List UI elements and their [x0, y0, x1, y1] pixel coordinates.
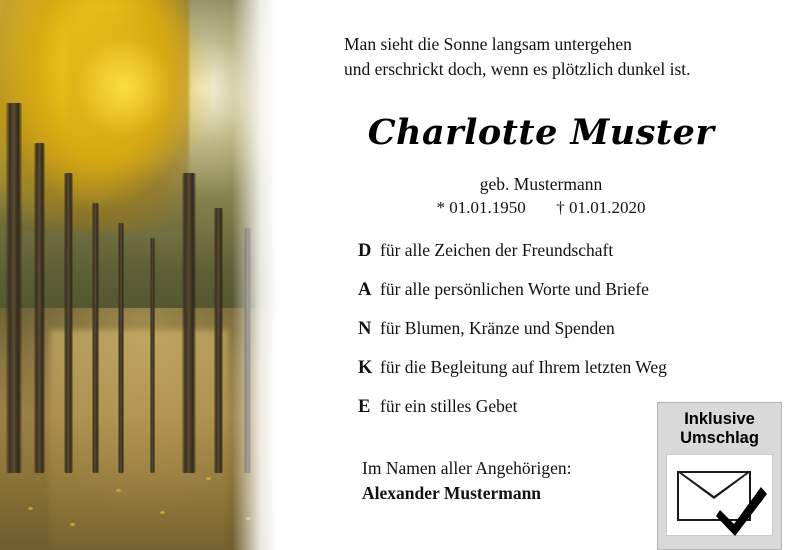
photo-yellow-canopy-highlight [67, 11, 212, 176]
photo-tree-trunk [214, 208, 223, 473]
acrostic-letter: N [358, 319, 372, 339]
autumn-forest-path-photo [0, 0, 278, 550]
acrostic-row [358, 240, 758, 262]
badge-title-line-2: Umschlag [680, 428, 759, 447]
deceased-maiden-name: geb. Mustermann [479, 174, 603, 194]
inclusive-envelope-badge [657, 402, 782, 550]
photo-leaf [206, 477, 211, 480]
acrostic-row [358, 357, 758, 379]
photo-leaf [28, 507, 33, 510]
badge-title [658, 403, 781, 454]
photo-path [50, 330, 228, 550]
acrostic-row [358, 279, 758, 301]
acrostic-letter: K [358, 358, 373, 378]
photo-tree-trunk [6, 103, 22, 473]
acrostic-text: für alle persönlichen Worte und Briefe [380, 279, 649, 299]
badge-title-line-1: Inklusive [684, 410, 755, 428]
photo-tree-trunk [150, 238, 155, 473]
acrostic-row [358, 318, 758, 340]
checkmark-icon [714, 483, 770, 539]
photo-tree-trunk [64, 173, 73, 473]
signatory-name: Alexander Mustermann [362, 482, 542, 503]
closing-line: Im Namen aller Angehörigen: [362, 458, 572, 478]
photo-tree-trunk [118, 223, 124, 473]
photo-tree-trunk [34, 143, 45, 473]
poem-block [344, 32, 691, 82]
closing-block [362, 456, 571, 505]
photo-leaf [70, 523, 75, 526]
photo-fade-edge [232, 0, 278, 550]
acrostic-letter: D [358, 241, 372, 261]
poem-line-2: und erschrickt doch, wenn es plötzlich dunkel ist. [344, 58, 691, 79]
photo-tree-trunk [92, 203, 99, 473]
acrostic-letter: E [358, 397, 371, 417]
card-text-column [296, 0, 786, 550]
badge-artwork [666, 454, 773, 536]
deceased-name: Charlotte Muster [367, 112, 715, 153]
death-date: † 01.01.2020 [556, 198, 646, 217]
acrostic-text: für Blumen, Kränze und Spenden [380, 318, 615, 338]
acrostic-letter: A [358, 280, 372, 300]
photo-tree-trunk [182, 173, 196, 473]
acrostic-text: für die Begleitung auf Ihrem letzten Weg [380, 357, 667, 377]
photo-leaf [160, 511, 165, 514]
acrostic-text: für ein stilles Gebet [380, 396, 518, 416]
deceased-dates [296, 198, 786, 218]
poem-line-1: Man sieht die Sonne langsam untergehen [344, 34, 632, 54]
birth-date: * 01.01.1950 [436, 198, 526, 217]
acrostic-text: für alle Zeichen der Freundschaft [380, 240, 614, 260]
photo-leaf [116, 489, 121, 492]
